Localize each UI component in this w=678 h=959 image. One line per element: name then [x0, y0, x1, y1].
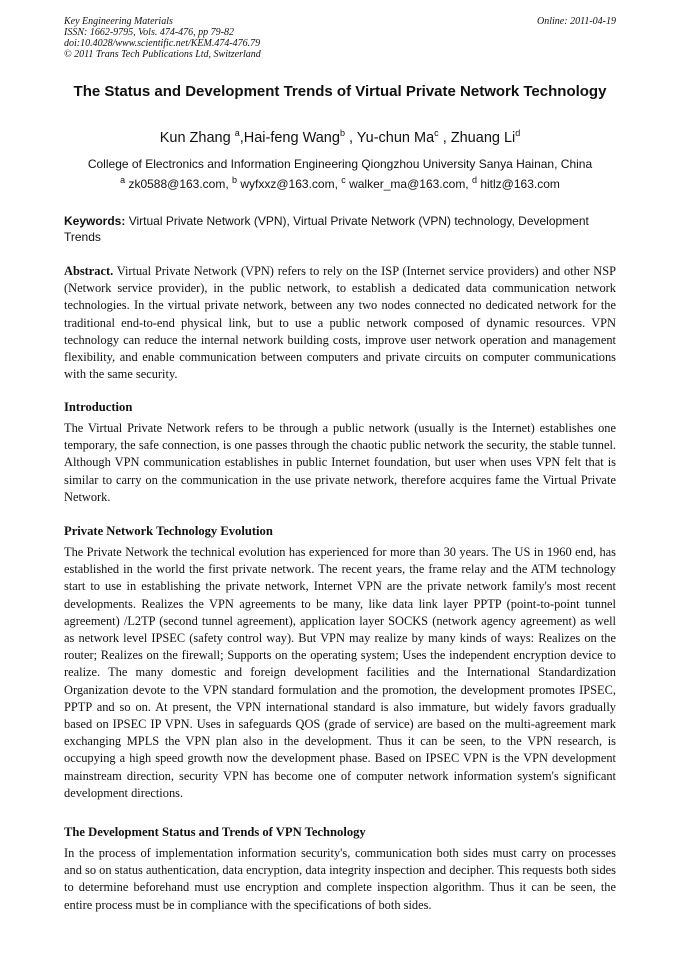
- abstract-text: Virtual Private Network (VPN) refers to rely on the ISP (Internet service providers) and other NSP (Network service provider), in the public network, to establish a dedicated data communication network technologies. In the virtual private network, between any two nodes connected no dedicated network for the traditional end-to-end physical link, but to use a public network composed of dynamic resources. VPN technology can reduce the internal network building costs, improve user network operation and management flexibility, and enable communication between computers and private circuits on computer communications with the same security.: [64, 264, 616, 382]
- email-mark: c: [341, 175, 346, 185]
- journal-header: [64, 16, 616, 60]
- email-list: [64, 177, 616, 192]
- email-mark: a: [120, 175, 126, 185]
- journal-name: Key Engineering Materials: [64, 16, 173, 27]
- doi-line: doi:10.4028/www.scientific.net/KEM.474-476.79: [64, 38, 261, 49]
- author-separator: ,: [344, 130, 357, 146]
- keywords-block: [64, 214, 616, 245]
- email-mark: d: [471, 175, 477, 185]
- copyright-line: © 2011 Trans Tech Publications Ltd, Switzerland: [64, 49, 261, 60]
- author-affil-mark: a: [234, 128, 240, 139]
- author-name: Yu-chun Ma: [356, 130, 435, 146]
- section-text-introduction: The Virtual Private Network refers to be through a public network (usually is the Internet) establishes one temporary, the safe connection, is one passes through the chaotic public network the security, the stable tunnel. Although VPN communication establishes in public Internet foundation, but user when uses VPN felt that is similar to carry on the communication in the use private network, therefore acquires fame the Virtual Private Network.: [64, 421, 616, 504]
- author-separator: ,: [438, 130, 451, 146]
- section-heading-evolution: Private Network Technology Evolution: [64, 524, 273, 538]
- keywords-text: Virtual Private Network (VPN), Virtual Private Network (VPN) technology, Development Trends: [64, 214, 589, 244]
- section-text-evolution: The Private Network the technical evolution has experienced for more than 30 years. The US in 1960 end, has established in the world the first private network. The recent years, the frame relay and the ATM technology start to use in establishing the private network, Internet VPN are the private network family's most recent developments. Realizes the VPN agreements to be many, like data link layer PPTP (point-to-point tunnel agreement) /L2TP (second tunnel agreement), application layer SOCKS (network agency agreement) as well as network level IPSEC (safety control way). But VPN may realize by many kinds of ways: Realizes on the router; Realizes on the firewall; Supports on the operating system; Uses the independent encryption device to realize. The many domestic and foreign development facilities and the International Standardization Organization devote to the VPN standard formulation and the promotion, the development promotes IPSEC, PPTP and so on. At present, the VPN international standard is also immature, but widely favors gradually based on IPSEC IP VPN. Uses in safeguards QOS (grade of service) are based on the multi-agreement mark exchanging MPLS the VPN plan also in the development. Thus it can be seen, to the VPN research, is occupying a high speed growth now the development phase. Based on IPSEC VPN is the VPN development mainstream direction, security VPN has become one of computer network information system's significant development directions.: [64, 545, 616, 800]
- author-affil-mark: d: [515, 128, 521, 139]
- paper-title: The Status and Development Trends of Virtual Private Network Technology: [73, 83, 607, 100]
- abstract-label: Abstract.: [64, 264, 114, 278]
- section-text-status-trends: In the process of implementation information security's, communication both sides must carry on processes and so on status authentication, data encryption, data integrity inspection and decipher. This requests both sides to determine beforehand must use encryption and complete inspection algorithm. Thus it can be seen, the entire process must be in compliance with the specifications of both sides.: [64, 846, 616, 912]
- section-heading-introduction: Introduction: [64, 400, 133, 414]
- email-address: walker_ma@163.com,: [345, 177, 472, 191]
- email-mark: b: [232, 175, 238, 185]
- keywords-label: Keywords:: [64, 214, 126, 228]
- email-address: zk0588@163.com,: [125, 177, 233, 191]
- author-separator: ,: [239, 130, 244, 146]
- author-affil-mark: b: [339, 128, 345, 139]
- section-heading-status-trends: The Development Status and Trends of VPN Technology: [64, 825, 366, 839]
- email-address: wyfxxz@163.com,: [237, 177, 342, 191]
- affiliation: College of Electronics and Information Engineering Qiongzhou University Sanya Hainan, China: [87, 157, 593, 171]
- author-name: Zhuang Li: [450, 130, 516, 146]
- online-date: Online: 2011-04-19: [537, 16, 616, 27]
- issn-line: ISSN: 1662-9795, Vols. 474-476, pp 79-82: [64, 27, 234, 38]
- abstract-paragraph: [64, 263, 616, 383]
- author-list: [64, 128, 616, 148]
- author-affil-mark: c: [434, 128, 439, 139]
- email-address: hitlz@163.com: [477, 177, 560, 191]
- author-name: Kun Zhang: [159, 130, 235, 146]
- author-name: Hai-feng Wang: [243, 130, 340, 146]
